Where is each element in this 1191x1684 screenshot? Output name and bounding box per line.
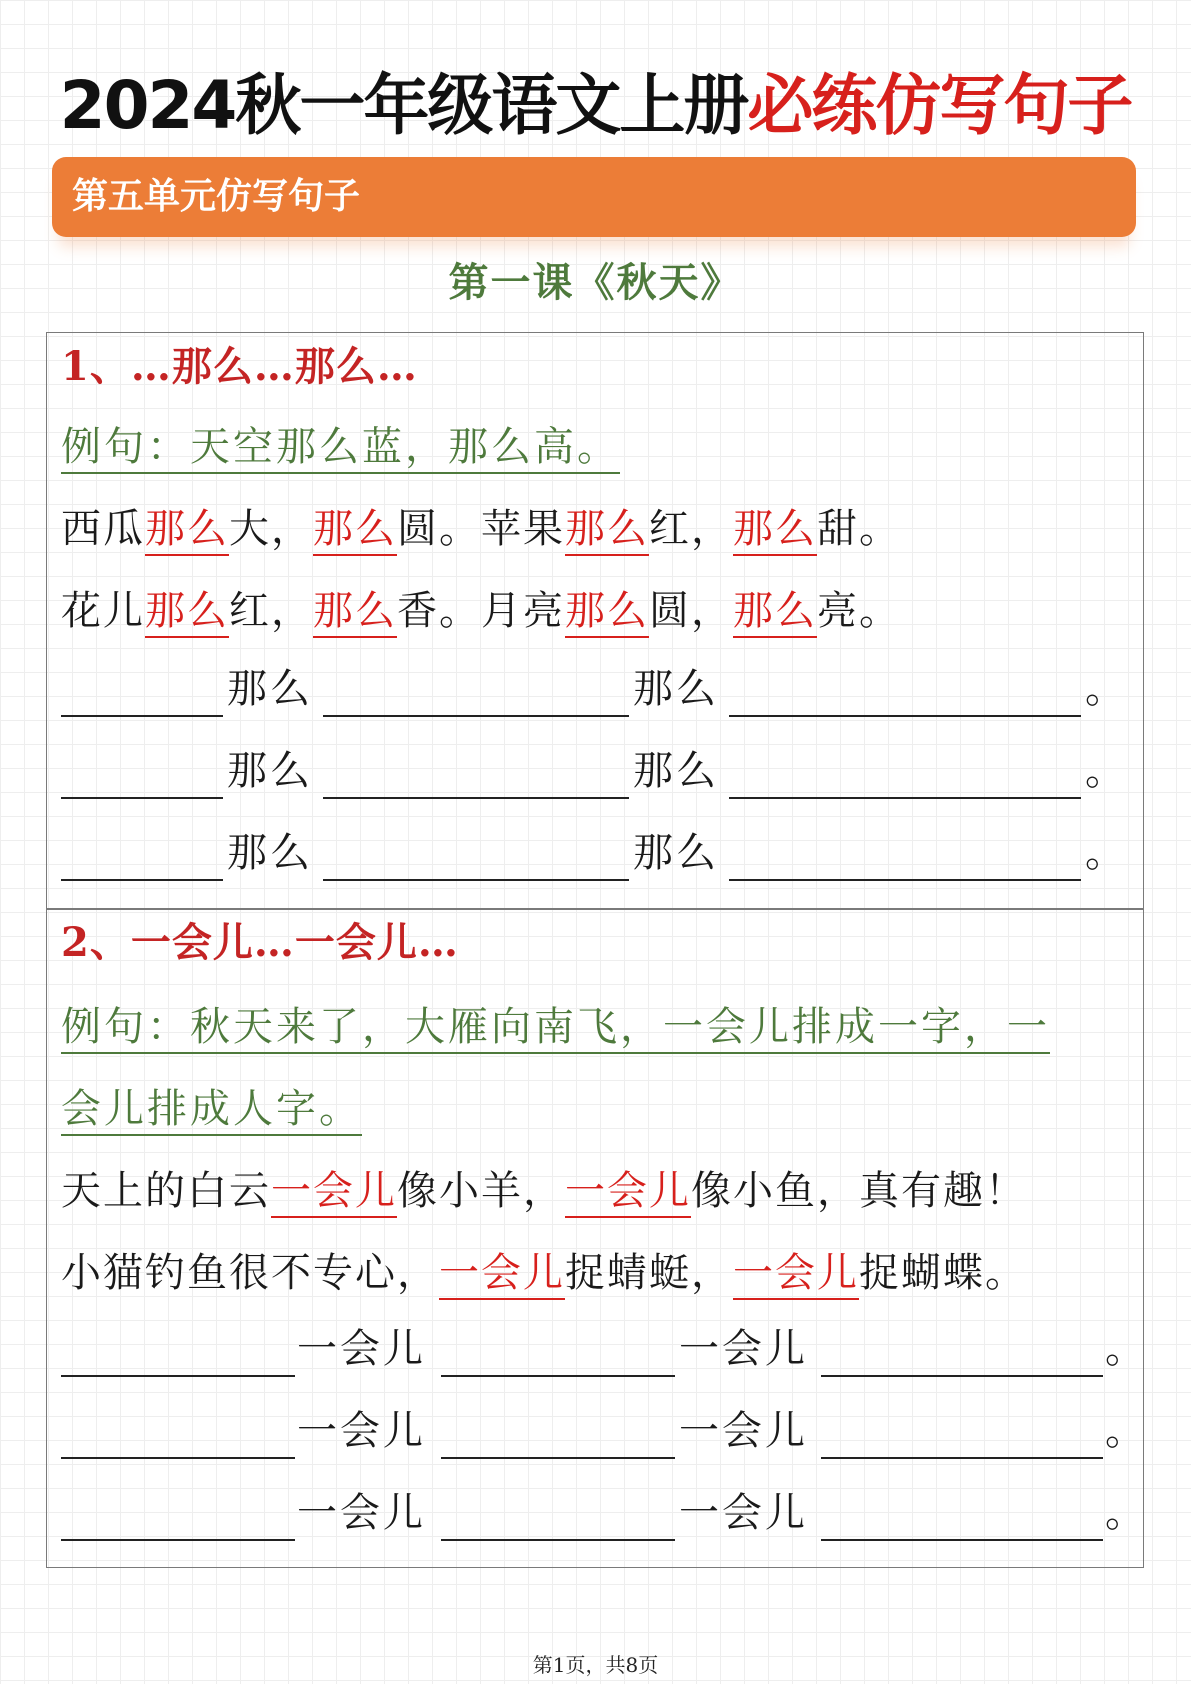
- fill-keyword: 那么: [227, 830, 313, 876]
- fill-keyword: 一会儿: [297, 1326, 426, 1372]
- fill-row: [61, 747, 1125, 803]
- fill-keyword: 一会儿: [679, 1408, 808, 1454]
- keyword-highlight: 那么: [145, 588, 229, 638]
- answer-blank[interactable]: [441, 1375, 675, 1377]
- page-title: [0, 62, 1191, 150]
- fill-row: [61, 1407, 1145, 1463]
- keyword-highlight: 那么: [565, 506, 649, 556]
- answer-blank[interactable]: [61, 1539, 295, 1541]
- fill-row: [61, 1325, 1145, 1381]
- fill-end-mark: 。: [1105, 1490, 1145, 1536]
- answer-blank[interactable]: [61, 1457, 295, 1459]
- sentence-part: 亮。: [817, 588, 901, 634]
- keyword-highlight: 一会儿: [565, 1168, 691, 1218]
- model-sentence-2: [61, 1245, 1027, 1301]
- answer-blank[interactable]: [61, 879, 223, 881]
- answer-blank[interactable]: [821, 1375, 1103, 1377]
- keyword-highlight: 一会儿: [271, 1168, 397, 1218]
- example-prefix: 例句：: [61, 424, 190, 474]
- sentence-part: 圆。苹果: [397, 506, 565, 552]
- keyword-highlight: 那么: [145, 506, 229, 556]
- fill-keyword: 那么: [227, 666, 313, 712]
- sentence-part: 甜。: [817, 506, 901, 552]
- fill-keyword: 一会儿: [297, 1490, 426, 1536]
- fill-keyword: 一会儿: [679, 1326, 808, 1372]
- fill-keyword: 一会儿: [297, 1408, 426, 1454]
- sentence-part: 花儿: [61, 588, 145, 634]
- example-text: 秋天来了，大雁向南飞，一会儿排成一字，一: [190, 1004, 1050, 1054]
- exercise-2-heading: 2、一会儿…一会儿…: [61, 919, 459, 966]
- answer-blank[interactable]: [441, 1457, 675, 1459]
- unit-banner-label: 第五单元仿写句子: [72, 176, 361, 217]
- sentence-part: 捉蝴蝶。: [859, 1250, 1027, 1296]
- exercise-1-example: [61, 419, 620, 475]
- sentence-part: 红，: [229, 588, 313, 634]
- keyword-highlight: 那么: [733, 588, 817, 638]
- unit-banner: [52, 157, 1136, 237]
- example-text: 会儿排成人字。: [61, 1086, 362, 1136]
- title-highlight: 必练仿写句子: [747, 67, 1132, 144]
- model-sentence-1: [61, 1163, 1027, 1219]
- fill-end-mark: 。: [1085, 830, 1125, 876]
- sentence-part: 捉蜻蜓，: [565, 1250, 733, 1296]
- lesson-title: 第一课《秋天》: [448, 259, 743, 306]
- answer-blank[interactable]: [323, 797, 629, 799]
- answer-blank[interactable]: [729, 879, 1081, 881]
- exercise-1-heading: 1、…那么…那么…: [61, 343, 418, 390]
- sentence-part: 小猫钓鱼很不专心，: [61, 1250, 439, 1296]
- fill-row: [61, 1489, 1145, 1545]
- answer-blank[interactable]: [821, 1457, 1103, 1459]
- fill-keyword: 一会儿: [679, 1490, 808, 1536]
- example-prefix: 例句：: [61, 1004, 190, 1054]
- exercise-2-example-line-1: [61, 999, 1050, 1055]
- answer-blank[interactable]: [729, 797, 1081, 799]
- page-number: 第1页，共8页: [532, 1653, 659, 1677]
- answer-blank[interactable]: [729, 715, 1081, 717]
- sentence-part: 像小鱼，真有趣！: [691, 1168, 1027, 1214]
- keyword-highlight: 一会儿: [733, 1250, 859, 1300]
- answer-blank[interactable]: [821, 1539, 1103, 1541]
- exercise-box-1: [46, 332, 1144, 910]
- sentence-part: 大，: [229, 506, 313, 552]
- sentence-part: 香。月亮: [397, 588, 565, 634]
- keyword-highlight: 那么: [313, 588, 397, 638]
- keyword-highlight: 那么: [733, 506, 817, 556]
- answer-blank[interactable]: [61, 715, 223, 717]
- sentence-part: 红，: [649, 506, 733, 552]
- fill-row: [61, 829, 1125, 885]
- fill-keyword: 那么: [633, 748, 719, 794]
- answer-blank[interactable]: [61, 797, 223, 799]
- answer-blank[interactable]: [61, 1375, 295, 1377]
- answer-blank[interactable]: [441, 1539, 675, 1541]
- fill-row: [61, 665, 1125, 721]
- sentence-part: 圆，: [649, 588, 733, 634]
- exercise-box-2: [46, 908, 1144, 1568]
- title-main: 2024秋一年级语文上册: [59, 67, 748, 144]
- sentence-part: 天上的白云: [61, 1168, 271, 1214]
- model-sentence-1: [61, 501, 901, 557]
- sentence-part: 像小羊，: [397, 1168, 565, 1214]
- fill-end-mark: 。: [1105, 1326, 1145, 1372]
- keyword-highlight: 一会儿: [439, 1250, 565, 1300]
- model-sentence-2: [61, 583, 901, 639]
- answer-blank[interactable]: [323, 879, 629, 881]
- fill-keyword: 那么: [633, 830, 719, 876]
- keyword-highlight: 那么: [565, 588, 649, 638]
- sentence-part: 西瓜: [61, 506, 145, 552]
- answer-blank[interactable]: [323, 715, 629, 717]
- exercise-2-example-line-2: [61, 1081, 362, 1137]
- fill-end-mark: 。: [1105, 1408, 1145, 1454]
- keyword-highlight: 那么: [313, 506, 397, 556]
- fill-keyword: 那么: [633, 666, 719, 712]
- example-text: 天空那么蓝，那么高。: [190, 424, 620, 474]
- fill-end-mark: 。: [1085, 748, 1125, 794]
- fill-keyword: 那么: [227, 748, 313, 794]
- fill-end-mark: 。: [1085, 666, 1125, 712]
